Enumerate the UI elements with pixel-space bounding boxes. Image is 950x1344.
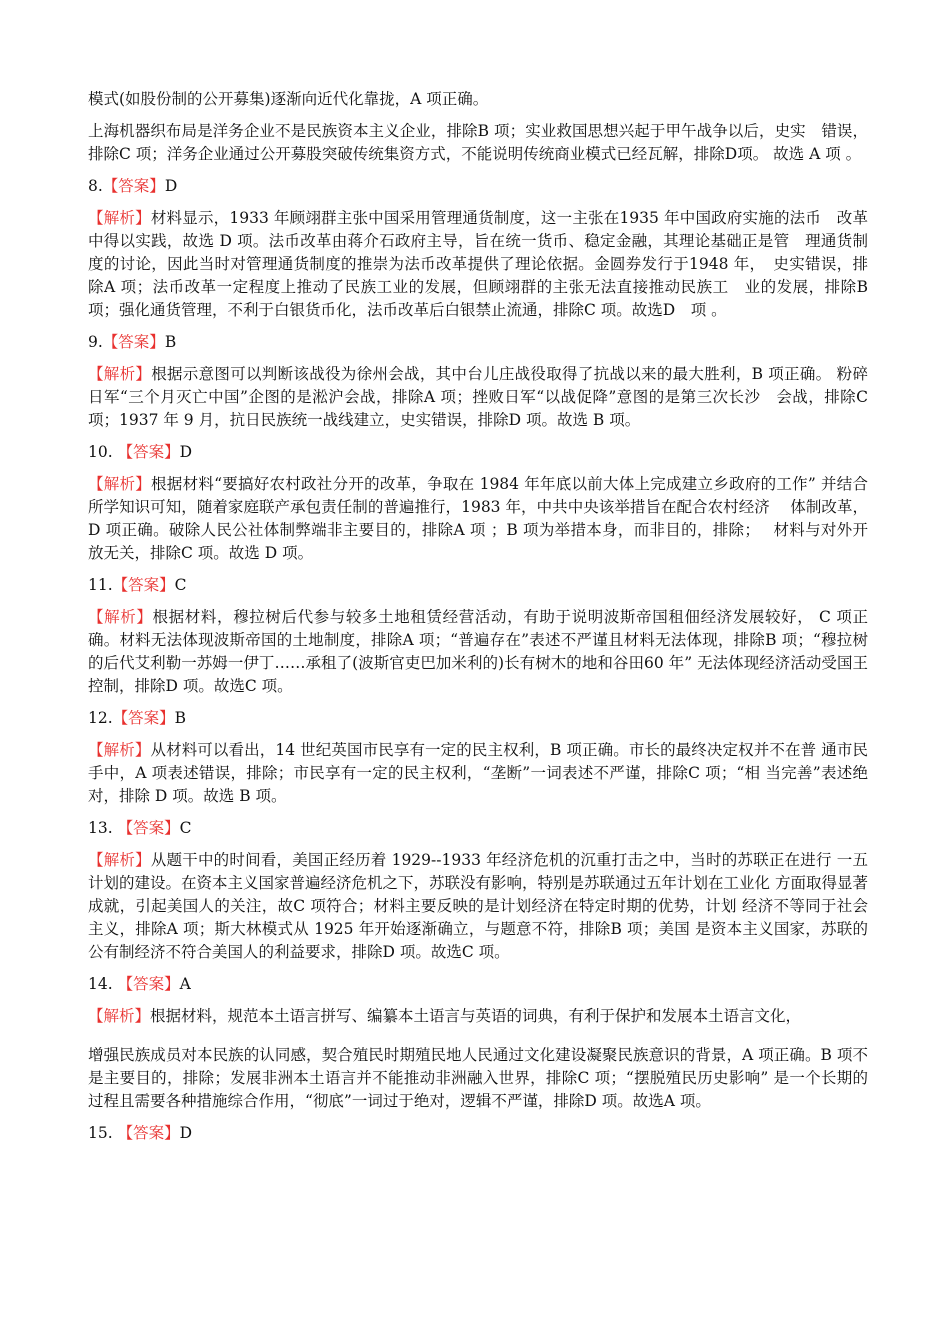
analysis-paragraph-10 [88, 473, 868, 565]
question-number: 8. [88, 177, 103, 195]
analysis-text: 根据材料，穆拉树后代参与较多土地租赁经营活动，有助于说明波斯帝国租佃经济发展较好， C 项正确。材料无法体现波斯帝国的土地制度，排除A 项；“普遍存在”表述不严谨且材料无法体现，排除B 项；“穆拉树的后代艾利勒一苏姆一伊丁……承租了(波斯官吏巴加米利的)长有树木的地和谷田60 年” 无法体现经济活动受国王控制，排除D 项。故选C 项。 [88, 608, 868, 695]
answer-label: 【答案】 [102, 333, 165, 351]
answer-value: B [174, 709, 187, 727]
question-number: 11. [88, 576, 113, 594]
question-number: 9. [88, 333, 103, 351]
analysis-text: 根据材料“要搞好农村政社分开的改革，争取在 1984 年年底以前大体上完成建立乡政府的工作” 并结合所学知识可知，随着家庭联产承包责任制的普遍推行，1983 年，中共中央该举措旨在配合农村经济 体制改革，D 项正确。破除人民公社体制弊端非主要目的，排除A 项 ；B 项为举措本身，而非目的，排除； 材料与对外开放无关，排除C 项。故选 D 项。 [88, 475, 868, 562]
answer-value: D [179, 1124, 193, 1142]
question-number: 12. [88, 709, 113, 727]
answer-label: 【答案】 [102, 177, 165, 195]
answer-value: B [164, 333, 177, 351]
answer-line-15 [88, 1122, 868, 1145]
analysis-paragraph-14 [88, 1005, 868, 1028]
answer-value: A [179, 975, 191, 993]
answer-line-12 [88, 707, 868, 730]
analysis-text: 从题干中的时间看，美国正经历着 1929--1933 年经济危机的沉重打击之中，当时的苏联正在进行 一五计划的建设。在资本主义国家普遍经济危机之下，苏联没有影响，特别是苏联通过五年计划在工业化 方面取得显著成就，引起美国人的关注，故C 项符合；材料主要反映的是计划经济在特定时期的优势，计划 经济不等同于社会主义，排除A 项；斯大林模式从 1925 年开始逐渐确立，与题意不符，排除B 项；美国 是资本主义国家，苏联的公有制经济不符合美国人的利益要求，排除D 项。故选C 项。 [88, 851, 868, 961]
analysis-paragraph-11 [88, 606, 868, 698]
question-number: 13. [88, 819, 113, 837]
analysis-text: 根据材料，规范本土语言拼写、编纂本土语言与英语的词典，有利于保护和发展本土语言文化， [150, 1007, 802, 1025]
analysis-text: 从材料可以看出，14 世纪英国市民享有一定的民主权利，B 项正确。市长的最终决定权并不在普 通市民手中，A 项表述错误，排除；市民享有一定的民主权利，“垄断”一词表述不严谨，排除C 项；“相 当完善”表述绝对，排除 D 项。故选 B 项。 [88, 741, 868, 805]
analysis-text: 根据示意图可以判断该战役为徐州会战，其中台儿庄战役取得了抗战以来的最大胜利，B 项正确。 粉碎日军“三个月灭亡中国”企图的是淞沪会战，排除A 项；挫败日军“以战促降”意图的是第三次长沙 会战，排除C 项；1937 年 9 月，抗日民族统一战线建立，史实错误，排除D 项。故选 B 项。 [88, 365, 868, 429]
answer-label: 【答案】 [112, 709, 175, 727]
intro-paragraph-2: 上海机器织布局是洋务企业不是民族资本主义企业，排除B 项；实业救国思想兴起于甲午战争以后，史实 错误，排除C 项；洋务企业通过公开募股突破传统集资方式，不能说明传统商业模式已经瓦解，排除D项。 故选 A 项 。 [88, 122, 868, 163]
answer-label: 【答案】 [117, 975, 180, 993]
document-page [88, 88, 868, 1154]
analysis-label: 【解析】 [88, 475, 152, 493]
analysis-label: 【解析】 [88, 1007, 151, 1025]
answer-value: D [179, 443, 193, 461]
answer-line-11 [88, 574, 868, 597]
answer-line-9 [88, 331, 868, 354]
answer-value: C [179, 819, 192, 837]
analysis-paragraph-12 [88, 739, 868, 808]
question-number: 10. [88, 443, 113, 461]
analysis-label: 【解析】 [88, 209, 151, 227]
answer-line-14 [88, 973, 868, 996]
analysis-label: 【解析】 [88, 608, 153, 626]
answer-label: 【答案】 [117, 819, 180, 837]
intro-paragraph-1: 模式(如股份制的公开募集)逐渐向近代化靠拢，A 项正确。 [88, 90, 489, 108]
analysis-paragraph-8 [88, 207, 868, 322]
answer-label: 【答案】 [117, 443, 180, 461]
answer-value: D [164, 177, 178, 195]
analysis-label: 【解析】 [88, 741, 151, 759]
answer-line-10 [88, 441, 868, 464]
answer-value: C [174, 576, 187, 594]
answer-label: 【答案】 [112, 576, 175, 594]
question-number: 14. [88, 975, 113, 993]
question-number: 15. [88, 1124, 113, 1142]
analysis-paragraph-13 [88, 849, 868, 964]
analysis-text: 材料显示，1933 年顾翊群主张中国采用管理通货制度，这一主张在1935 年中国政府实施的法币 改革中得以实践，故选 D 项。法币改革由蒋介石政府主导，旨在统一货币、稳定金融，其理论基础正是管 理通货制度的讨论，因此当时对管理通货制度的推崇为法币改革提供了理论依据。金圆券发行于1948 年， 史实错误，排除A 项；法币改革一定程度上推动了民族工业的发展，但顾翊群的主张无法直接推动民族工 业的发展，排除B 项；强化通货管理，不利于白银货币化，法币改革后白银禁止流通，排除C 项。故选D 项 。 [88, 209, 868, 319]
answer-line-13 [88, 817, 868, 840]
analysis-label: 【解析】 [88, 851, 151, 869]
answer-line-8 [88, 175, 868, 198]
answer-label: 【答案】 [117, 1124, 180, 1142]
analysis-paragraph-14-continued: 增强民族成员对本民族的认同感，契合殖民时期殖民地人民通过文化建设凝聚民族意识的背景，A 项正确。B 项不是主要目的，排除；发展非洲本土语言并不能推动非洲融入世界，排除C 项；“摆脱殖民历史影响” 是一个长期的过程且需要各种措施综合作用，“彻底”一词过于绝对，逻辑不严谨，排除D 项。故选A 项。 [88, 1046, 868, 1110]
analysis-label: 【解析】 [88, 365, 152, 383]
analysis-paragraph-9 [88, 363, 868, 432]
